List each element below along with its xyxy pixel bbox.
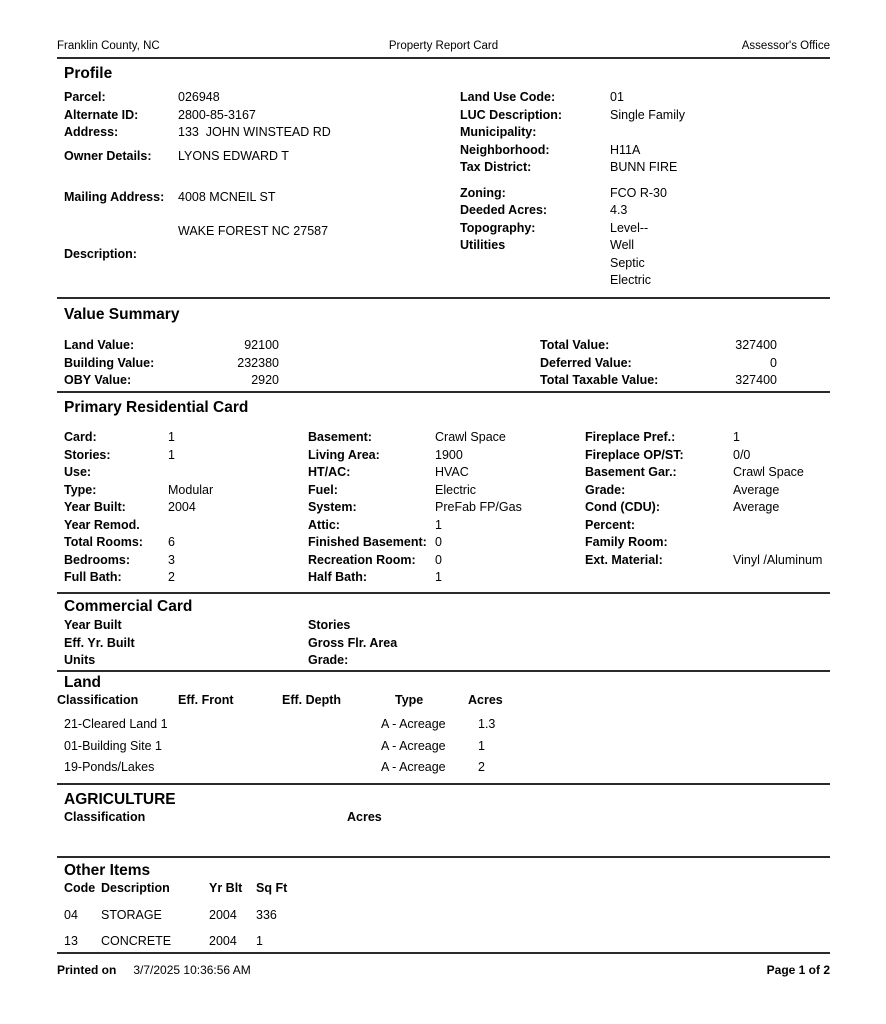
field-address [64, 124, 460, 142]
field-row [64, 552, 308, 570]
value-summary-right [540, 337, 830, 390]
header-report-title: Property Report Card [388, 40, 499, 52]
land-header-eff-depth: Eff. Depth [282, 693, 342, 707]
value-amount: 92100 [244, 338, 279, 352]
field-value: Electric [610, 273, 651, 287]
agriculture-header-classification: Classification [64, 810, 146, 824]
other-item-yr-blt: 2004 [209, 908, 237, 922]
other-items-title: Other Items [64, 862, 151, 879]
field-value: BUNN FIRE [610, 160, 678, 174]
field-owner-details [64, 148, 460, 166]
land-cell-eff-front [178, 714, 282, 736]
land-cell-acres: 2 [478, 760, 485, 774]
field-value: WAKE FOREST NC 27587 [178, 223, 329, 238]
land-cell-classification: 19-Ponds/Lakes [64, 760, 155, 774]
field-value: Level-- [610, 220, 649, 235]
field-row [308, 652, 608, 670]
field-label: Half Bath: [308, 570, 368, 584]
land-cell-acres: 1 [478, 738, 485, 753]
section-residential-card [57, 393, 830, 592]
field-zoning [460, 185, 830, 203]
field-parcel [64, 89, 460, 107]
field-label: Utilities [460, 238, 506, 252]
field-label: Address: [64, 125, 119, 139]
value-label: Total Taxable Value: [540, 373, 659, 387]
field-value: 026948 [178, 90, 220, 104]
land-cell-eff-depth [282, 757, 381, 779]
value-row [64, 337, 540, 355]
printed-on-label: Printed on [57, 963, 117, 977]
field-utilities [460, 237, 830, 255]
field-label: Basement Gar.: [585, 465, 677, 479]
other-item-row [64, 928, 830, 952]
land-cell-type: A - Acreage [381, 760, 446, 774]
land-cell-type: A - Acreage [381, 717, 446, 731]
land-cell-eff-front [178, 736, 282, 758]
field-label: Alternate ID: [64, 107, 139, 122]
value-summary-left [64, 337, 540, 390]
field-value: H11A [610, 142, 641, 157]
field-value: 0 [435, 552, 442, 567]
value-row [540, 355, 830, 373]
field-label [460, 272, 610, 290]
field-value: 2800-85-3167 [178, 107, 256, 122]
field-value: FCO R-30 [610, 185, 667, 200]
section-profile [57, 59, 830, 297]
field-row [64, 482, 308, 500]
agriculture-header-acres: Acres [347, 810, 382, 824]
field-value: 2004 [168, 500, 196, 514]
field-label: Basement: [308, 430, 372, 444]
field-label: Neighborhood: [460, 142, 550, 157]
field-row [308, 552, 585, 570]
field-label: Units [64, 653, 96, 667]
land-cell-classification: 01-Building Site 1 [64, 738, 162, 753]
field-label: Percent: [585, 517, 636, 532]
field-label: Stories [308, 618, 351, 632]
field-label: Owner Details: [64, 148, 152, 163]
value-amount: 327400 [735, 373, 777, 387]
field-label: Zoning: [460, 185, 506, 200]
field-label: Full Bath: [64, 570, 122, 584]
field-utilities-3 [460, 272, 830, 290]
land-cell-classification: 21-Cleared Land 1 [64, 717, 168, 731]
profile-right-column [460, 89, 830, 290]
section-other-items [57, 858, 830, 952]
printed-on-timestamp: 3/7/2025 10:36:56 AM [133, 963, 251, 977]
land-cell-acres: 1.3 [478, 717, 496, 731]
field-alternate-id [64, 107, 460, 125]
section-value-summary [57, 299, 830, 391]
field-value: 3 [168, 552, 175, 567]
land-section-title: Land [64, 674, 102, 691]
profile-section-title: Profile [64, 65, 113, 82]
other-item-yr-blt: 2004 [209, 934, 237, 948]
other-items-header-description: Description [101, 881, 170, 895]
field-value: 1 [168, 447, 175, 462]
field-label: HT/AC: [308, 465, 351, 479]
field-row [585, 517, 830, 535]
field-label: Municipality: [460, 125, 537, 139]
header-county-label: Franklin County, NC [57, 40, 160, 52]
residential-column-3 [585, 429, 830, 587]
field-municipality [460, 124, 830, 142]
field-description [64, 246, 460, 264]
land-row [64, 714, 830, 736]
field-row [308, 482, 585, 500]
residential-fields [64, 429, 830, 587]
field-label: Fuel: [308, 482, 338, 497]
field-row [308, 635, 608, 653]
value-row [64, 355, 540, 373]
field-value: Electric [435, 482, 476, 497]
land-table-header [57, 692, 830, 708]
profile-fields [64, 89, 830, 290]
section-agriculture [57, 785, 830, 856]
field-label: Grade: [585, 482, 626, 497]
field-value: Crawl Space [435, 430, 506, 444]
value-amount: 0 [770, 355, 777, 370]
value-summary-title: Value Summary [64, 306, 180, 323]
field-deeded-acres [460, 202, 830, 220]
field-value: PreFab FP/Gas [435, 500, 522, 514]
section-commercial-card [57, 594, 830, 670]
field-label: LUC Description: [460, 107, 563, 122]
field-row [585, 447, 830, 465]
field-luc-description [460, 107, 830, 125]
section-land [57, 672, 830, 783]
field-label [64, 223, 178, 241]
land-table-rows [57, 714, 830, 779]
land-header-classification: Classification [57, 693, 139, 707]
field-value: Average [733, 500, 780, 514]
field-label: Year Built [64, 618, 122, 632]
other-items-table-header [64, 880, 830, 896]
field-tax-district [460, 159, 830, 177]
other-items-rows [57, 902, 830, 952]
land-row [64, 736, 830, 758]
value-amount: 2920 [251, 373, 279, 387]
field-value: Average [733, 482, 780, 497]
field-value: LYONS EDWARD T [178, 148, 289, 163]
value-row [540, 372, 830, 390]
field-value: 1 [733, 430, 740, 444]
value-amount: 232380 [237, 355, 279, 370]
commercial-column-2 [308, 617, 608, 670]
field-label: Eff. Yr. Built [64, 635, 135, 650]
field-row [64, 534, 308, 552]
field-label: Ext. Material: [585, 552, 663, 567]
field-row [585, 499, 830, 517]
field-value: Well [610, 238, 635, 252]
other-item-description: STORAGE [101, 908, 162, 922]
land-header-type: Type [395, 693, 424, 707]
header-office-label: Assessor's Office [741, 40, 831, 52]
field-label: Fireplace OP/ST: [585, 447, 684, 462]
field-label: Bedrooms: [64, 552, 130, 567]
agriculture-table-header [64, 809, 830, 825]
commercial-card-title: Commercial Card [64, 598, 193, 615]
field-row [64, 569, 308, 587]
field-mailing-city [64, 223, 460, 241]
field-value: Vinyl /Aluminum [733, 552, 823, 567]
field-label: Family Room: [585, 535, 668, 549]
field-value: Modular [168, 482, 214, 497]
field-label: Gross Flr. Area [308, 635, 398, 650]
other-items-header-sq-ft: Sq Ft [256, 881, 288, 895]
field-row [308, 569, 585, 587]
field-label: Parcel: [64, 90, 106, 104]
field-value: 4.3 [610, 203, 628, 217]
field-label: System: [308, 500, 357, 514]
field-row [585, 552, 830, 570]
field-row [308, 429, 585, 447]
field-row [585, 464, 830, 482]
value-amount: 327400 [735, 338, 777, 352]
field-value: 133 JOHN WINSTEAD RD [178, 125, 331, 139]
other-items-header-code: Code [64, 881, 96, 895]
field-value: 1900 [435, 447, 463, 462]
field-value: Single Family [610, 107, 686, 122]
field-row [64, 429, 308, 447]
field-value: 1 [435, 570, 442, 584]
residential-column-2 [308, 429, 585, 587]
field-label [460, 255, 610, 273]
field-label: Attic: [308, 517, 340, 532]
field-label: Year Built: [64, 500, 126, 514]
field-row [585, 482, 830, 500]
field-neighborhood [460, 142, 830, 160]
field-mailing-address [64, 189, 460, 207]
field-row [585, 429, 830, 447]
field-topography [460, 220, 830, 238]
land-header-eff-front: Eff. Front [178, 693, 234, 707]
value-label: Deferred Value: [540, 355, 632, 370]
value-summary-fields [64, 337, 830, 390]
field-row [64, 447, 308, 465]
value-label: Land Value: [64, 338, 135, 352]
field-utilities-2 [460, 255, 830, 273]
profile-left-column [64, 89, 460, 290]
field-row [585, 534, 830, 552]
land-row [64, 757, 830, 779]
land-cell-type: A - Acreage [381, 738, 446, 753]
field-row [308, 534, 585, 552]
field-label: Tax District: [460, 160, 532, 174]
other-item-sq-ft: 1 [256, 934, 263, 948]
value-row [64, 372, 540, 390]
value-row [540, 337, 830, 355]
field-value: Septic [610, 255, 645, 270]
field-row [308, 499, 585, 517]
page-footer [57, 954, 830, 977]
other-item-code: 13 [64, 934, 78, 948]
field-label: Finished Basement: [308, 535, 427, 549]
land-header-acres: Acres [468, 693, 503, 707]
land-cell-eff-depth [282, 736, 381, 758]
field-row [308, 517, 585, 535]
other-item-description: CONCRETE [101, 934, 172, 948]
residential-column-1 [64, 429, 308, 587]
residential-card-title: Primary Residential Card [64, 399, 249, 416]
field-row [64, 652, 308, 670]
field-label: Living Area: [308, 447, 380, 462]
field-label: Card: [64, 430, 97, 444]
field-label: Grade: [308, 653, 349, 667]
field-row [308, 617, 608, 635]
field-label: Use: [64, 465, 92, 479]
land-cell-eff-depth [282, 714, 381, 736]
field-row [308, 447, 585, 465]
page-header [57, 40, 830, 56]
field-value: 0 [435, 535, 442, 549]
field-value: 1 [168, 430, 175, 444]
field-row [308, 464, 585, 482]
other-items-header-yr-blt: Yr Blt [209, 881, 243, 895]
other-item-code: 04 [64, 908, 78, 922]
land-cell-eff-front [178, 757, 282, 779]
agriculture-section-title: AGRICULTURE [64, 791, 176, 808]
field-row [64, 617, 308, 635]
field-label: Stories: [64, 447, 111, 462]
field-label: Mailing Address: [64, 190, 165, 204]
value-label: OBY Value: [64, 373, 132, 387]
field-label: Topography: [460, 220, 536, 235]
field-label: Recreation Room: [308, 552, 416, 567]
commercial-fields [64, 617, 830, 670]
commercial-column-1 [64, 617, 308, 670]
field-label: Deeded Acres: [460, 203, 548, 217]
field-value: Crawl Space [733, 465, 804, 479]
field-row [64, 517, 308, 535]
field-value: 01 [610, 90, 624, 104]
field-label: Type: [64, 482, 97, 497]
field-label: Description: [64, 247, 137, 261]
field-row [64, 499, 308, 517]
field-value: 1 [435, 517, 442, 532]
page-number: Page 1 of 2 [766, 963, 830, 977]
field-value: 2 [168, 570, 175, 584]
field-label: Year Remod. [64, 517, 140, 532]
other-item-row [64, 902, 830, 928]
value-label: Total Value: [540, 338, 610, 352]
field-value: 4008 MCNEIL ST [178, 190, 276, 204]
field-label: Fireplace Pref.: [585, 430, 676, 444]
other-item-sq-ft: 336 [256, 908, 277, 922]
field-land-use-code [460, 89, 830, 107]
field-label: Land Use Code: [460, 90, 556, 104]
value-label: Building Value: [64, 355, 155, 370]
field-label: Cond (CDU): [585, 500, 660, 514]
field-row [64, 464, 308, 482]
field-label: Total Rooms: [64, 535, 143, 549]
field-value: HVAC [435, 465, 469, 479]
field-value: 0/0 [733, 447, 751, 462]
field-value: 6 [168, 535, 175, 549]
field-row [64, 635, 308, 653]
